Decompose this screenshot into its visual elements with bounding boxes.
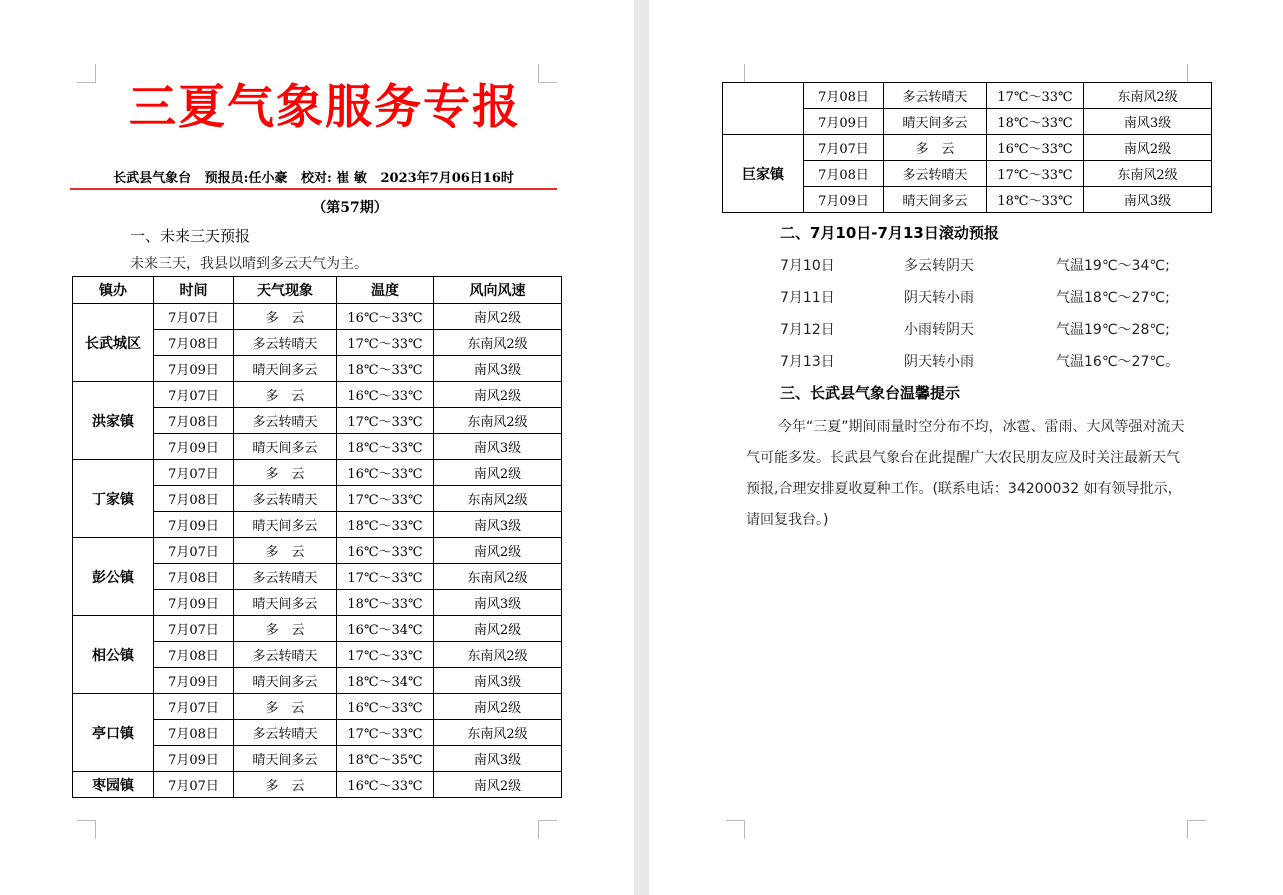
cell-temperature: 17℃～33℃: [337, 720, 434, 746]
cell-temperature: 16℃～34℃: [337, 616, 434, 642]
cell-wind: 东南风2级: [434, 408, 562, 434]
cell-wind: 南风3级: [434, 590, 562, 616]
table-row: [73, 694, 562, 720]
cell-temperature: 18℃～33℃: [337, 356, 434, 382]
rolling-date: 7月10日: [780, 258, 835, 274]
cell-date: 7月08日: [154, 720, 234, 746]
cell-date: 7月08日: [804, 161, 884, 187]
cell-temperature: 16℃～33℃: [337, 538, 434, 564]
rolling-date: 7月11日: [780, 290, 835, 306]
page-corner-mark: [1187, 820, 1206, 839]
page-corner-mark: [726, 64, 745, 83]
table-row: [73, 304, 562, 330]
table-header-row: [73, 277, 562, 304]
cell-date: 7月07日: [154, 460, 234, 486]
cell-wind: 南风2级: [434, 304, 562, 330]
rolling-weather: 小雨转阴天: [904, 322, 974, 338]
cell-wind: 东南风2级: [1084, 83, 1212, 109]
rolling-weather: 多云转阴天: [904, 258, 974, 274]
forecast-table-continued: [722, 82, 1212, 213]
cell-wind: 南风2级: [434, 772, 562, 798]
cell-town: 亭口镇: [73, 694, 154, 772]
cell-date: 7月07日: [154, 382, 234, 408]
cell-temperature: 17℃～33℃: [337, 564, 434, 590]
cell-wind: 东南风2级: [434, 720, 562, 746]
cell-wind: 南风3级: [434, 434, 562, 460]
cell-temperature: 16℃～33℃: [987, 135, 1084, 161]
cell-wind: 东南风2级: [434, 330, 562, 356]
cell-weather: 多云转晴天: [234, 330, 337, 356]
cell-date: 7月09日: [154, 668, 234, 694]
cell-weather: 晴天间多云: [884, 187, 987, 213]
cell-wind: 东南风2级: [1084, 161, 1212, 187]
section1-intro: 未来三天，我县以晴到多云天气为主。: [130, 256, 368, 272]
cell-weather: 多 云: [234, 538, 337, 564]
cell-date: 7月08日: [154, 330, 234, 356]
cell-wind: 南风3级: [434, 512, 562, 538]
cell-temperature: 17℃～33℃: [337, 486, 434, 512]
cell-weather: 晴天间多云: [234, 668, 337, 694]
cell-weather: 多云转晴天: [234, 408, 337, 434]
cell-weather: 多云转晴天: [884, 83, 987, 109]
cell-weather: 晴天间多云: [234, 590, 337, 616]
cell-wind: 南风3级: [434, 746, 562, 772]
page-corner-mark: [1187, 64, 1206, 83]
section3-heading: 三、长武县气象台温馨提示: [780, 384, 961, 402]
header-weather: 天气现象: [234, 277, 337, 304]
table-row: [73, 616, 562, 642]
rolling-date: 7月12日: [780, 322, 835, 338]
cell-town: 洪家镇: [73, 382, 154, 460]
rolling-temp: 气温18℃～27℃;: [1056, 290, 1170, 306]
cell-weather: 多 云: [884, 135, 987, 161]
table-row: [723, 83, 1212, 109]
page-corner-mark: [77, 820, 96, 839]
table-row: [73, 538, 562, 564]
cell-weather: 多 云: [234, 460, 337, 486]
rolling-date: 7月13日: [780, 354, 835, 370]
cell-town: 枣园镇: [73, 772, 154, 798]
cell-temperature: 18℃～33℃: [987, 187, 1084, 213]
cell-temperature: 18℃～35℃: [337, 746, 434, 772]
cell-town: 相公镇: [73, 616, 154, 694]
issue-number: （第57期）: [312, 200, 388, 216]
cell-temperature: 16℃～33℃: [337, 694, 434, 720]
cell-date: 7月09日: [804, 109, 884, 135]
cell-date: 7月07日: [154, 538, 234, 564]
cell-date: 7月09日: [154, 512, 234, 538]
cell-temperature: 16℃～33℃: [337, 382, 434, 408]
cell-weather: 晴天间多云: [234, 434, 337, 460]
rolling-temp: 气温16℃～27℃。: [1056, 354, 1180, 370]
cell-temperature: 17℃～33℃: [337, 330, 434, 356]
cell-date: 7月09日: [154, 356, 234, 382]
page-corner-mark: [538, 820, 557, 839]
cell-weather: 多 云: [234, 772, 337, 798]
cell-date: 7月08日: [154, 642, 234, 668]
cell-wind: 东南风2级: [434, 564, 562, 590]
cell-wind: 南风3级: [1084, 109, 1212, 135]
cell-wind: 南风2级: [434, 382, 562, 408]
cell-town: 长武城区: [73, 304, 154, 382]
table-row: [73, 772, 562, 798]
cell-temperature: 17℃～33℃: [987, 161, 1084, 187]
cell-date: 7月08日: [154, 408, 234, 434]
cell-date: 7月09日: [154, 434, 234, 460]
cell-weather: 多云转晴天: [234, 564, 337, 590]
report-meta-line: 长武县气象台 预报员:任小豪 校对: 崔 敏 2023年7月06日16时: [113, 171, 514, 186]
cell-date: 7月08日: [804, 83, 884, 109]
cell-date: 7月07日: [154, 616, 234, 642]
cell-temperature: 18℃～33℃: [337, 590, 434, 616]
cell-date: 7月08日: [154, 564, 234, 590]
cell-wind: 南风3级: [434, 356, 562, 382]
cell-date: 7月08日: [154, 486, 234, 512]
cell-weather: 多云转晴天: [234, 720, 337, 746]
rolling-weather: 阴天转小雨: [904, 290, 974, 306]
rolling-weather: 阴天转小雨: [904, 354, 974, 370]
report-title: 三夏气象服务专报: [129, 80, 521, 135]
cell-date: 7月09日: [154, 590, 234, 616]
page-gutter: [634, 0, 649, 895]
cell-wind: 东南风2级: [434, 642, 562, 668]
header-date: 时间: [154, 277, 234, 304]
cell-date: 7月07日: [154, 304, 234, 330]
cell-weather: 晴天间多云: [234, 746, 337, 772]
table-row: [73, 382, 562, 408]
cell-date: 7月07日: [154, 772, 234, 798]
cell-town: 彭公镇: [73, 538, 154, 616]
cell-weather: 晴天间多云: [884, 109, 987, 135]
forecast-table: [72, 276, 562, 798]
cell-wind: 南风3级: [434, 668, 562, 694]
document-page-left: [0, 0, 634, 895]
cell-wind: 南风2级: [434, 538, 562, 564]
table-row: [73, 460, 562, 486]
cell-wind: 东南风2级: [434, 486, 562, 512]
section3-tip-text: 今年“三夏”期间雨量时空分布不均，冰雹、雷雨、大风等强对流天气可能多发。长武县气象台在此提醒广大农民朋友应及时关注最新天气预报,合理安排夏收夏种工作。(联系电话：34200032 如有领导批示，请回复我台。): [746, 419, 1185, 528]
red-divider-line: [70, 188, 557, 190]
page-corner-mark: [726, 820, 745, 839]
cell-wind: 南风3级: [1084, 187, 1212, 213]
cell-temperature: 18℃～33℃: [337, 512, 434, 538]
cell-temperature: 16℃～33℃: [337, 304, 434, 330]
cell-weather: 晴天间多云: [234, 356, 337, 382]
cell-date: 7月09日: [804, 187, 884, 213]
cell-weather: 多云转晴天: [234, 486, 337, 512]
cell-wind: 南风2级: [434, 460, 562, 486]
header-wind: 风向风速: [434, 277, 562, 304]
cell-temperature: 16℃～33℃: [337, 772, 434, 798]
rolling-temp: 气温19℃～34℃;: [1056, 258, 1170, 274]
header-town: 镇办: [73, 277, 154, 304]
cell-town: [723, 83, 804, 135]
cell-weather: 多 云: [234, 616, 337, 642]
cell-temperature: 16℃～33℃: [337, 460, 434, 486]
cell-temperature: 18℃～33℃: [987, 109, 1084, 135]
cell-temperature: 17℃～33℃: [987, 83, 1084, 109]
cell-date: 7月09日: [154, 746, 234, 772]
cell-temperature: 17℃～33℃: [337, 642, 434, 668]
cell-temperature: 18℃～33℃: [337, 434, 434, 460]
cell-date: 7月07日: [154, 694, 234, 720]
header-temperature: 温度: [337, 277, 434, 304]
cell-weather: 多 云: [234, 304, 337, 330]
cell-date: 7月07日: [804, 135, 884, 161]
cell-temperature: 17℃～33℃: [337, 408, 434, 434]
rolling-temp: 气温19℃～28℃;: [1056, 322, 1170, 338]
cell-wind: 南风2级: [434, 616, 562, 642]
cell-weather: 晴天间多云: [234, 512, 337, 538]
cell-wind: 南风2级: [434, 694, 562, 720]
cell-weather: 多云转晴天: [884, 161, 987, 187]
cell-town: 巨家镇: [723, 135, 804, 213]
cell-temperature: 18℃～34℃: [337, 668, 434, 694]
table-row: [723, 135, 1212, 161]
cell-weather: 多 云: [234, 694, 337, 720]
cell-town: 丁家镇: [73, 460, 154, 538]
section2-heading: 二、7月10日-7月13日滚动预报: [780, 224, 999, 242]
cell-weather: 多云转晴天: [234, 642, 337, 668]
cell-weather: 多 云: [234, 382, 337, 408]
section1-heading: 一、未来三天预报: [130, 227, 251, 245]
cell-wind: 南风2级: [1084, 135, 1212, 161]
